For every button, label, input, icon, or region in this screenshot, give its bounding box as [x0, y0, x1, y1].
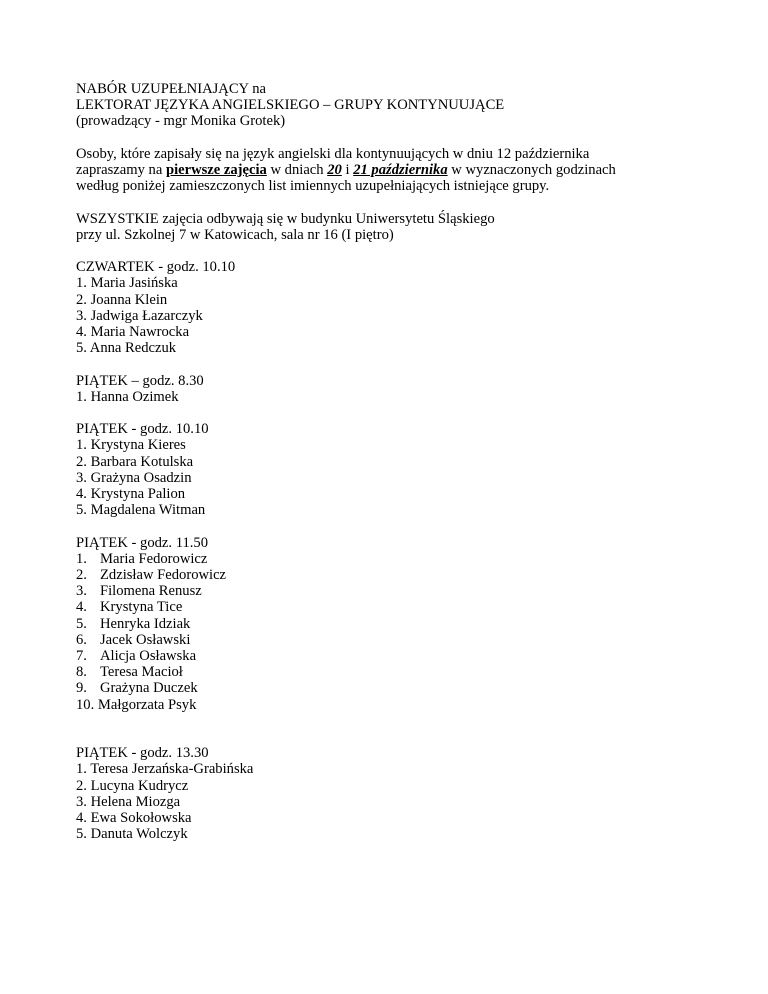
list-item: 2. Joanna Klein [76, 291, 168, 308]
list-item [76, 551, 716, 567]
list-number: 4. [76, 599, 87, 616]
list-item: 1. Teresa Jerzańska-Grabińska [76, 761, 254, 778]
document-header [76, 81, 716, 130]
group-friday-1330 [76, 745, 716, 842]
member-name: Filomena Renusz [100, 583, 202, 600]
list-item [76, 664, 716, 680]
list-item: 3. Jadwiga Łazarczyk [76, 307, 203, 324]
member-name: Alicja Osławska [100, 648, 197, 665]
intro-line-2 [76, 162, 716, 178]
list-item: 4. Maria Nawrocka [76, 324, 190, 340]
location-line-1: WSZYSTKIE zajęcia odbywają się w budynku Uniwersytetu Śląskiego [76, 210, 495, 227]
list-item: 2. Barbara Kotulska [76, 453, 194, 470]
header-teacher-line: (prowadzący - mgr Monika Grotek) [76, 113, 286, 130]
spacer [76, 356, 716, 372]
list-item: 2. Lucyna Kudrycz [76, 777, 189, 794]
intro-text: w wyznaczonych godzinach [447, 162, 616, 178]
member-name: Maria Fedorowicz [100, 550, 208, 567]
spacer [76, 130, 716, 146]
first-classes-emphasis: pierwsze zajęcia [165, 162, 267, 178]
list-item: 5. Anna Redczuk [76, 340, 177, 357]
group-friday-0830 [76, 373, 716, 405]
list-item [76, 680, 716, 696]
list-item: 3. Helena Miozga [76, 793, 181, 810]
member-name: Małgorzata Psyk [97, 696, 197, 713]
list-item: 1. Hanna Ozimek [76, 388, 179, 405]
list-number: 1. [76, 550, 87, 567]
list-number: 8. [76, 664, 87, 681]
date-21-emphasis: 21 października [353, 162, 448, 178]
list-item [76, 583, 716, 599]
list-number: 7. [76, 648, 87, 665]
group-title: PIĄTEK - godz. 13.30 [76, 745, 209, 762]
header-course-line: LEKTORAT JĘZYKA ANGIELSKIEGO – GRUPY KONTYNUUJĄCE [76, 97, 505, 114]
member-name: Zdzisław Fedorowicz [100, 567, 227, 583]
group-title: PIĄTEK - godz. 11.50 [76, 534, 208, 551]
member-name: Henryka Idziak [100, 615, 191, 632]
list-item: 5. Danuta Wolczyk [76, 826, 188, 843]
list-item [76, 599, 716, 615]
location-line-2: przy ul. Szkolnej 7 w Katowicach, sala nr 16 (I piętro) [76, 226, 394, 243]
group-friday-1010 [76, 421, 716, 518]
intro-paragraph [76, 146, 716, 195]
intro-text: w dniach [266, 162, 328, 178]
list-number: 2. [76, 567, 87, 583]
group-title: CZWARTEK - godz. 10.10 [76, 259, 236, 276]
group-title: PIĄTEK - godz. 10.10 [76, 421, 209, 438]
member-name: Grażyna Duczek [100, 680, 198, 697]
intro-text: zapraszamy na [76, 162, 166, 178]
list-number: 5. [76, 615, 87, 632]
list-item: 4. Krystyna Palion [76, 486, 186, 502]
intro-line-1: Osoby, które zapisały się na język angielski dla kontynuujących w dniu 12 października [76, 145, 590, 162]
list-number: 3. [76, 583, 87, 600]
document-page [76, 81, 716, 842]
list-item: 4. Ewa Sokołowska [76, 810, 192, 827]
list-item [76, 632, 716, 648]
spacer [76, 518, 716, 534]
list-number: 6. [76, 631, 87, 648]
group-title: PIĄTEK – godz. 8.30 [76, 372, 204, 389]
intro-text: i [341, 162, 354, 178]
list-item: 3. Grażyna Osadzin [76, 469, 192, 486]
list-item [76, 616, 716, 632]
intro-line-3: według poniżej zamieszczonych list imiennych uzupełniających istniejące grupy. [76, 178, 550, 195]
spacer [76, 713, 716, 745]
location-paragraph [76, 211, 716, 243]
group-friday-1150 [76, 535, 716, 713]
list-number: 10. [76, 696, 95, 713]
spacer [76, 405, 716, 421]
date-20-emphasis: 20 [327, 162, 342, 178]
list-item: 1. Maria Jasińska [76, 275, 178, 292]
member-name: Jacek Osławski [100, 631, 191, 648]
header-title-line: NABÓR UZUPEŁNIAJĄCY na [76, 81, 266, 97]
list-item [76, 567, 716, 583]
list-item [76, 648, 716, 664]
spacer [76, 194, 716, 210]
list-item: 5. Magdalena Witman [76, 502, 206, 519]
spacer [76, 243, 716, 259]
list-item [76, 697, 716, 713]
member-name: Krystyna Tice [100, 599, 183, 616]
list-item: 1. Krystyna Kieres [76, 437, 186, 454]
member-name: Teresa Macioł [100, 664, 183, 681]
group-thursday-1010 [76, 259, 716, 356]
list-number: 9. [76, 680, 87, 697]
